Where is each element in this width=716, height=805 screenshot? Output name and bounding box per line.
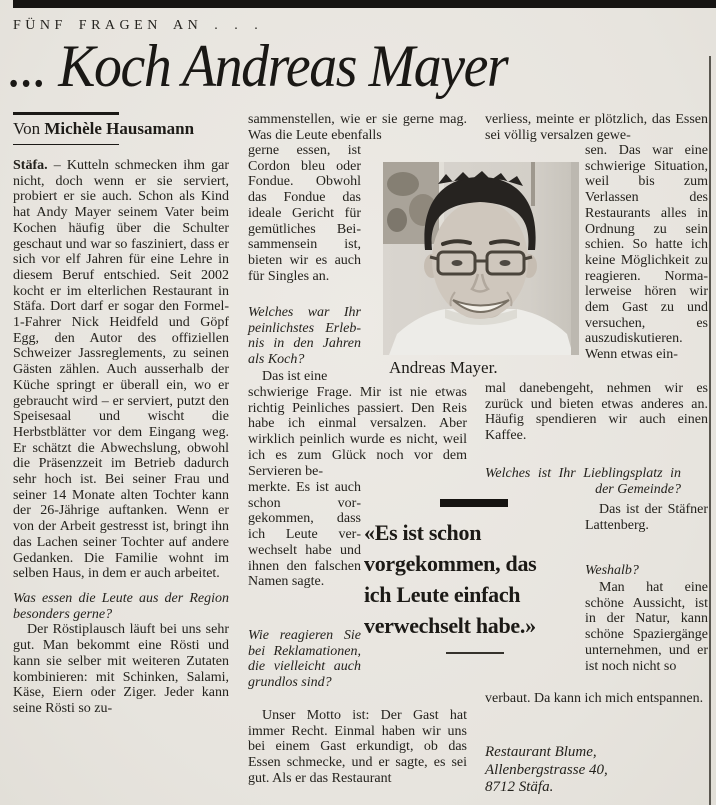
byline-rule-bottom bbox=[13, 144, 119, 145]
pullquote-text: «Es ist schon vorgekommen, das ich Leute einfach verwechselt habe.» bbox=[364, 520, 537, 638]
col4-continuation-wide-c: mal danebengeht, nehmen wir es zurück und bieten etwas anderes an. Häufig spendieren wir auch einen Kaffee. bbox=[485, 381, 708, 444]
question-region-food: Was essen die Leute aus der Region besonders gerne? bbox=[13, 590, 229, 622]
question-favorite-place: Welches ist Ihr Lieblingsplatz in der Gemeinde? bbox=[485, 466, 681, 497]
question-embarrassing: Welches war Ihr peinlichstes Erlebnis in den Jahren als Koch? bbox=[248, 305, 361, 368]
top-rule bbox=[13, 0, 716, 8]
question-why: Weshalb? bbox=[585, 563, 639, 578]
address-line-2: Allenbergstrasse 40, bbox=[485, 761, 608, 778]
answer-embarrassing-wide: schwierige Frage. Mir ist nie etwas richtig Peinliches passiert. Den Reis habe ich einmal versalzen. Aber wirklich peinlich wurde es nicht, weil ich es zum Glück noch vor dem Servieren be- bbox=[248, 385, 467, 479]
headline: ... Koch Andreas Mayer bbox=[8, 33, 508, 99]
answer-why-wide: verbaut. Da kann ich mich entspannen. bbox=[485, 691, 704, 706]
answer-complaints: Unser Motto ist: Der Gast hat immer Recht. Einmal haben wir uns bei einem Gast erkundigt, ob das Essen schmecke, und er sagte, es sei gut. Als er das Restaurant bbox=[248, 708, 467, 786]
lede-paragraph bbox=[13, 158, 229, 582]
lede-text: – Kutteln schmecken ihm gar nicht, doch wenn er sie serviert, probiert er sie auch. Schon als Kind hat Andy Mayer seinem Vater beim Kochen häufig über die Schulter geschaut und war so fasziniert, dass er sich vor elf Jahren für eine Lehre in diesem Beruf entschied. Seit 2002 kocht er im elterlichen Restaurant in Stäfa. Dort darf er sogar den Formel-1-Fahrer Nick Heidfeld und Göpf Egg, den Autor des offiziellen Schweizer Jassreglements, zu seinen Gästen zählen. Auch ausserhalb der Küche springt er überall ein, wo er gebraucht wird – er serviert, putzt den Speisesaal und wischt die Herbstblätter vor dem Eingang weg. Er schätzt die Abwechslung, obwohl die Präsenzzeit im Betrieb dadurch sehr hoch ist. Bei seiner Frau und seiner 14 Monate alten Tochter kann der 26-Jährige auftanken. Wenn er von der Arbeit gestresst ist, bringt ihn das Lachen seiner Tochter auf andere Gedanken. Die Familie wohnt im selben Haus, in dem er auch arbeitet. bbox=[13, 158, 229, 582]
photo-caption: Andreas Mayer. bbox=[389, 358, 498, 377]
lede-location: Stäfa. bbox=[13, 158, 48, 173]
question-complaints: Wie reagieren Sie bei Reklamationen, die vielleicht auch grundlos sind? bbox=[248, 628, 361, 691]
byline-prefix: Von bbox=[13, 119, 41, 138]
col2-continuation-wide: sammenstellen, wie er sie gerne mag. Was die Leute ebenfalls bbox=[248, 112, 467, 143]
col4-continuation-wide-a: verliess, meinte er plötzlich, das Essen sei völlig versalzen gewe- bbox=[485, 112, 708, 143]
answer-region-food: Der Röstiplausch läuft bei uns sehr gut. Man bekommt eine Rösti und kann sie selber mit weiteren Zutaten kombinieren: mit Schinken, Salami, Käse, Eiern oder Ziger. Jeder kann seine Rösti so zu- bbox=[13, 622, 229, 716]
right-column-rule bbox=[709, 56, 711, 805]
answer-why-narrow: Man hat eine schöne Aussicht, ist in der Natur, kann schöne Spaziergänge unternehmen, und er ist noch nicht so bbox=[585, 580, 708, 674]
col2-continuation-narrow: gerne essen, ist Cordon bleu oder Fondue. Obwohl das Fondue das ideale Gericht für gemütliches Beisammensein ist, bieten wir es auch für Singles an. bbox=[248, 143, 361, 284]
portrait-photo bbox=[383, 162, 579, 355]
answer-embarrassing-start: Das ist eine bbox=[262, 369, 328, 384]
answer-embarrassing-narrow: merkte. Es ist auch schon vorgekommen, dass ich Leute verwechselt habe und ihnen den falschen Namen sagte. bbox=[248, 480, 361, 590]
byline-rule-top bbox=[13, 112, 119, 115]
pullquote-rule bbox=[446, 652, 504, 654]
address-line-3: 8712 Stäfa. bbox=[485, 779, 554, 795]
answer-favorite-place: Das ist der Stäfner Lattenberg. bbox=[585, 502, 708, 533]
col4-continuation-narrow-b: sen. Das war eine schwierige Situation, weil bis zum Verlassen des Restaurants alles in Ordnung zu sein schien. So hatte ich keine Möglichkeit zu reagieren. Normalerweise hören wir dem Gast zu und versuchen, es auszudiskutieren. Wenn etwas ein- bbox=[585, 143, 708, 363]
pullquote-bar bbox=[440, 499, 508, 507]
portrait-photo-image bbox=[383, 162, 579, 355]
address-block bbox=[485, 744, 708, 797]
address-line-1: Restaurant Blume, bbox=[485, 744, 597, 760]
column-1 bbox=[13, 158, 229, 717]
byline bbox=[13, 119, 194, 139]
author-name: Michèle Hausamann bbox=[44, 119, 195, 138]
kicker: FÜNF FRAGEN AN . . . bbox=[13, 18, 263, 33]
